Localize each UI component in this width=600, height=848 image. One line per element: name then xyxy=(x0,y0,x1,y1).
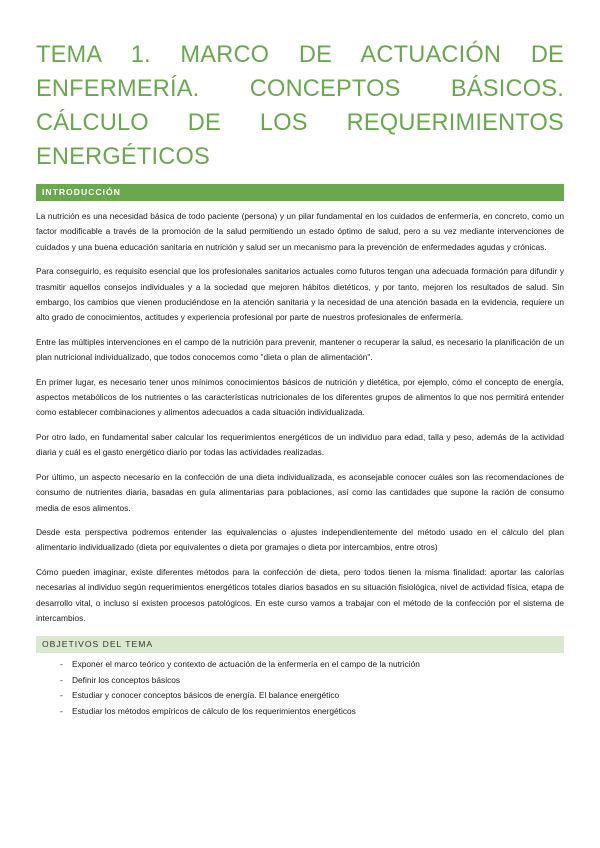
section-heading-introduccion: INTRODUCCIÓN xyxy=(36,184,564,201)
page-title: TEMA 1. MARCO DE ACTUACIÓN DE ENFERMERÍA. CONCEPTOS BÁSICOS. CÁLCULO DE LOS REQUERIMIENTOS ENERGÉTICOS xyxy=(36,42,564,170)
intro-paragraph-1: La nutrición es una necesidad básica de todo paciente (persona) y un pilar fundamental en los cuidados de enfermería, en concreto, como un factor modificable a través de la promoción de la salud permitiendo un estado óptimo de salud, pero a su vez mediante intervenciones de cuidados y una buena educación sanitaria en nutrición y salud ser un mecanismo para la prevención de enfermedades agudas y crónicas. xyxy=(36,211,564,252)
intro-paragraph-7: Desde esta perspectiva podremos entender las equivalencias o ajustes independientemente del método usado en el cálculo del plan alimentario individualizado (dieta por equivalentes o dieta por gramajes o dieta por intercambios, entre otros) xyxy=(36,526,564,553)
list-item: - Definir los conceptos básicos xyxy=(60,673,564,688)
list-item: - Exponer el marco teórico y contexto de actuación de la enfermería en el campo de la nutrición xyxy=(60,657,564,672)
intro-paragraph-6: Por último, un aspecto necesario en la confección de una dieta individualizada, es aconsejable conocer cuáles son las recomendaciones de consumo de nutrientes diaria, basadas en guía alimentarias para poblaciones, así como las cantidades que supone la ración de consumo media de esos alimentos. xyxy=(36,471,564,513)
list-item: - Estudiar los métodos empíricos de cálculo de los requerimientos energéticos xyxy=(60,704,564,719)
intro-paragraph-8: Cómo pueden imaginar, existe diferentes métodos para la confección de dieta, pero todos tienen la misma finalidad: aportar las calorías necesarias al individuo según requerimientos energéticos totales diarios basados en su situación fisiológica, nivel de actividad física, etapa de desarrollo vital, o incluso si existen procesos patológicos. En este curso vamos a trabajar con el método de la confección por el sistema de intercambios. xyxy=(36,566,564,623)
intro-paragraph-5: Por otro lado, en fundamental saber calcular los requerimientos energéticos de un individuo para edad, talla y peso, además de la actividad diaria y cuál es el gasto energético diario por todas las actividades realizadas. xyxy=(36,431,564,458)
objectives-list xyxy=(36,657,564,719)
intro-paragraph-3: Entre las múltiples intervenciones en el campo de la nutrición para prevenir, mantener o recuperar la salud, es necesario la planificación de un plan nutricional individualizado, que todos conocemos como "dieta o plan de alimentación". xyxy=(36,336,564,363)
list-item: - Estudiar y conocer conceptos básicos de energía. El balance energético xyxy=(60,688,564,703)
intro-paragraph-4: En primer lugar, es necesario tener unos mínimos conocimientos básicos de nutrición y dietética, por ejemplo, cómo el concepto de energía, aspectos metabólicos de los nutrientes o las características nutricionales de los diferentes grupos de alimentos lo que nos permitirá entender como establecer combinaciones y alimentos adecuados a cada situación individualizada. xyxy=(36,376,564,418)
intro-paragraph-2: Para conseguirlo, es requisito esencial que los profesionales sanitarios actuales como futuros tengan una adecuada formación para difundir y trasmitir aquellos consejos individuales y a la sociedad que mejoren hábitos dietéticos, y por tanto, mejoren los resultados de salud. Sin embargo, los cambios que vienen produciéndose en la atención sanitaria y la necesidad de una atención basada en la evidencia, requiere un alto grado de conocimientos, actitudes y experiencia profesional por parte de nuestros profesionales de enfermería. xyxy=(36,266,564,323)
section-heading-objetivos: OBJETIVOS DEL TEMA xyxy=(36,636,564,653)
